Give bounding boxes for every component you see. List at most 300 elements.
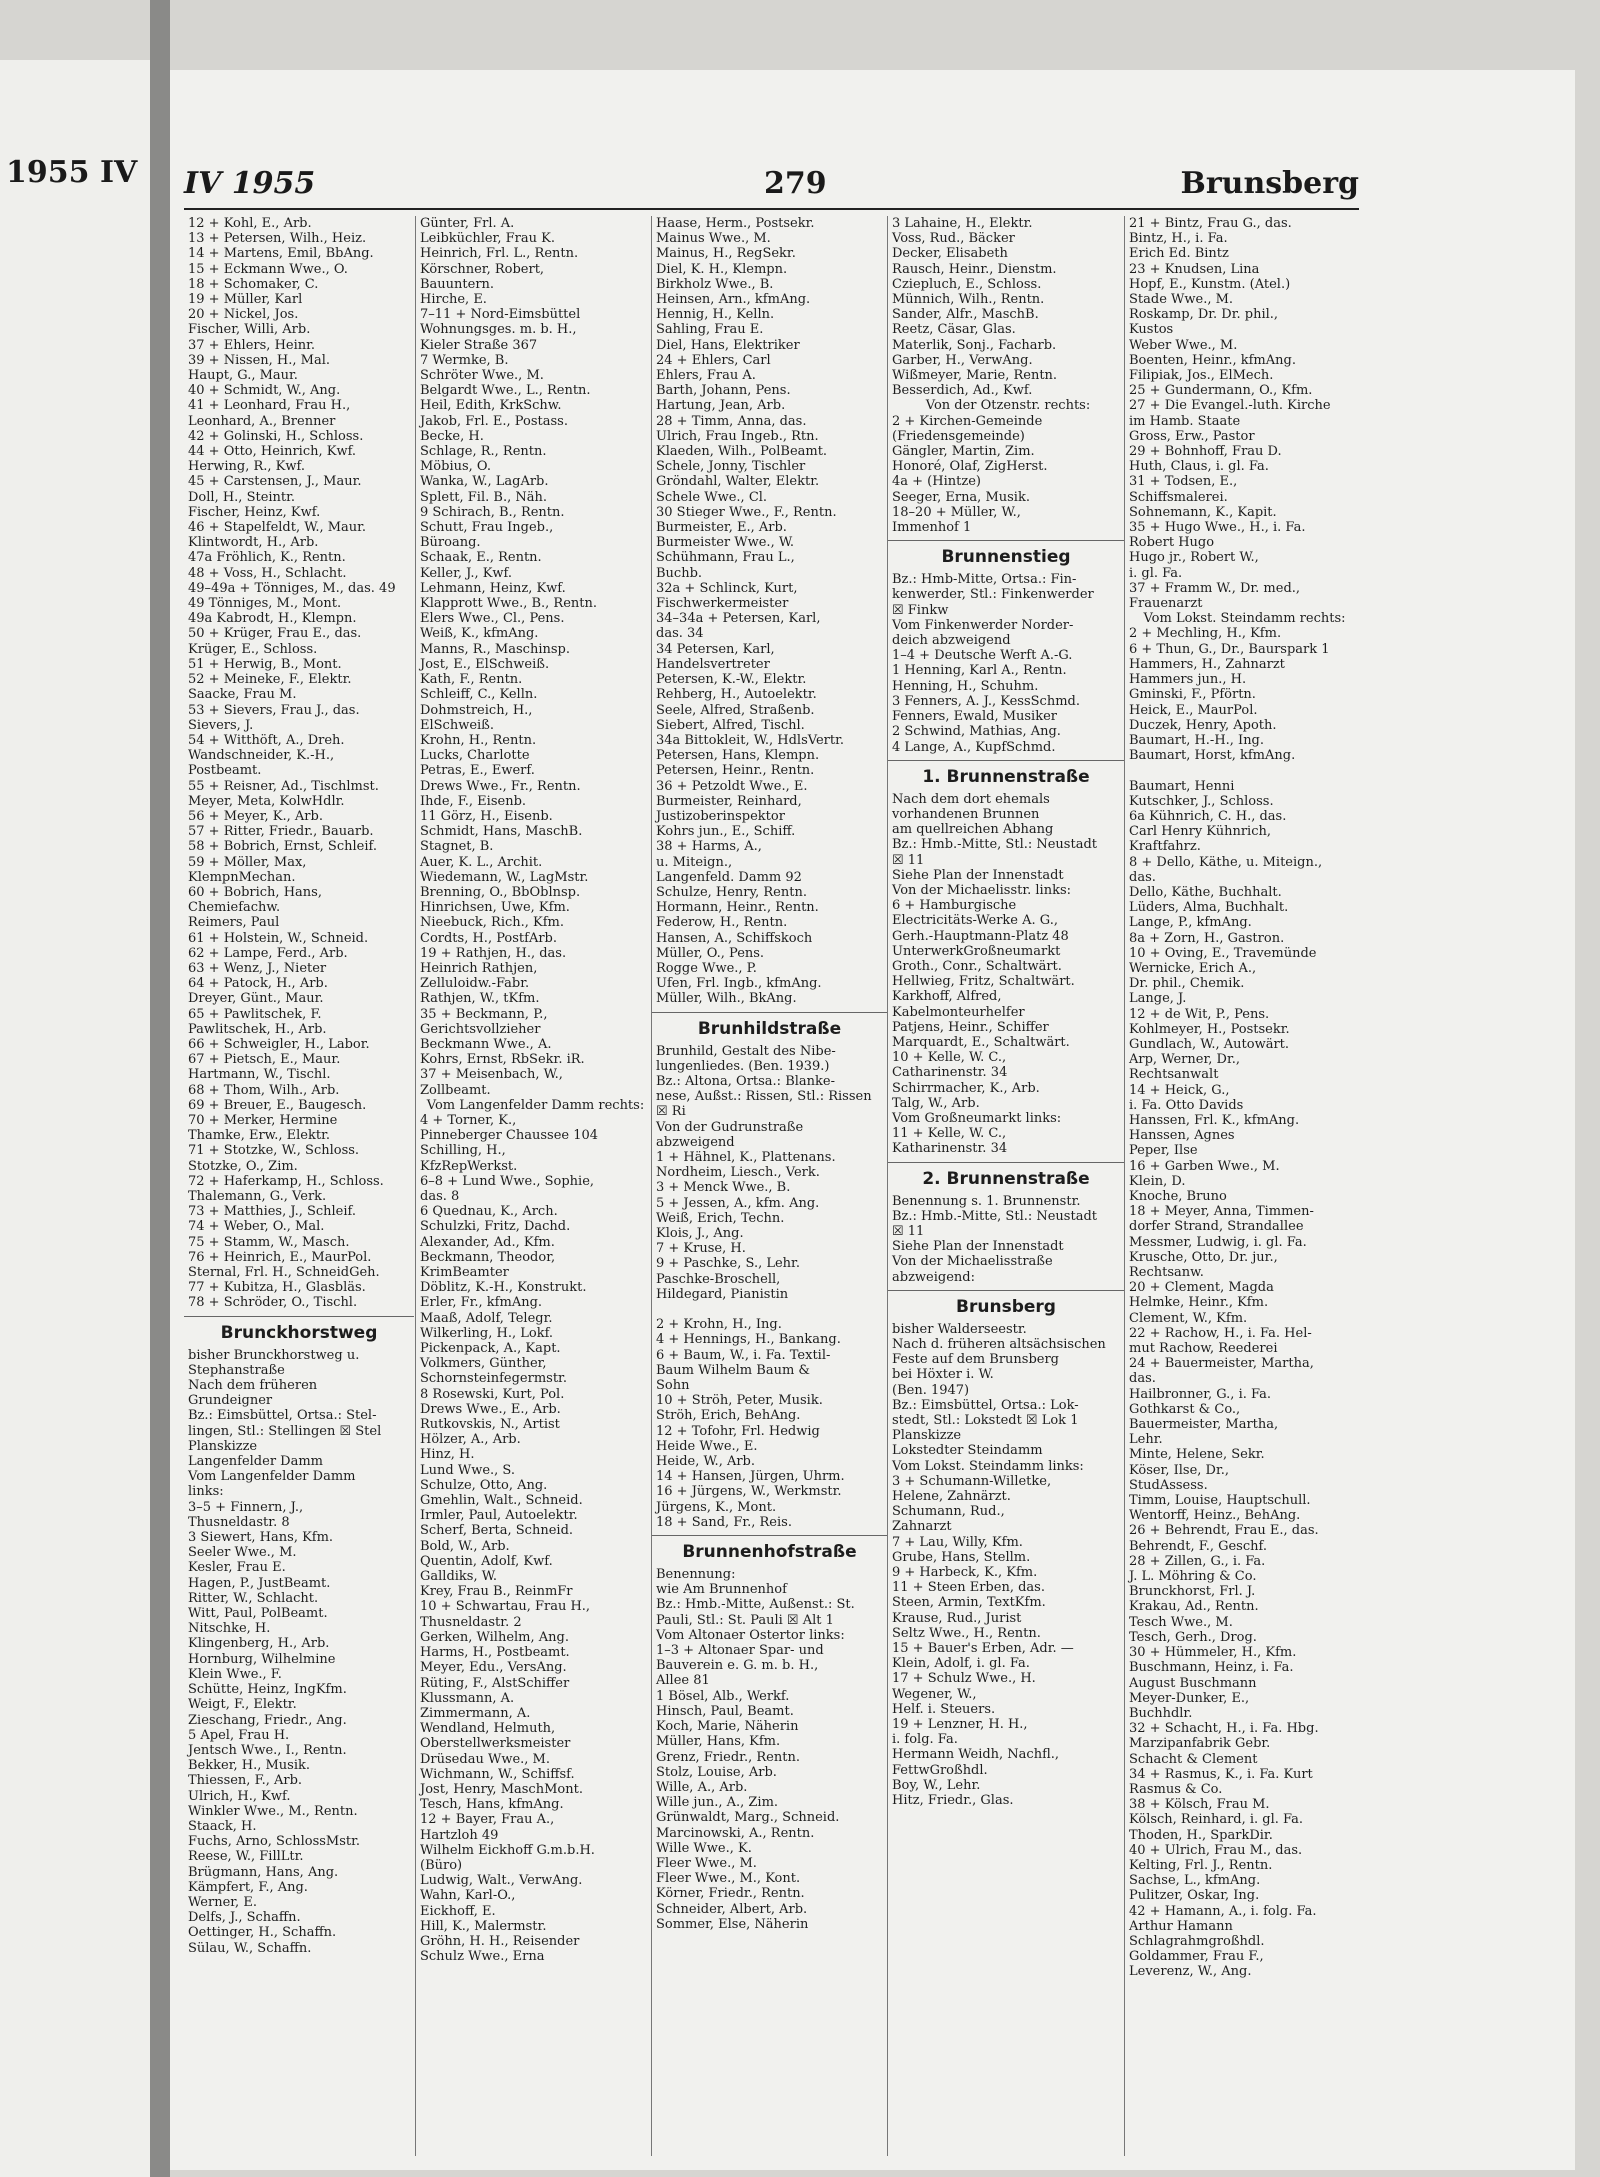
directory-entry: Thiessen, F., Arb.	[188, 1773, 303, 1789]
directory-entry: Wilhelm Eickhoff G.m.b.H.	[420, 1842, 595, 1858]
directory-entry: Körner, Friedr., Rentn.	[656, 1886, 805, 1902]
column-4	[887, 216, 1124, 2156]
directory-entry: Schiffsmalerei.	[1129, 489, 1228, 505]
directory-entry: Sahling, Frau E.	[656, 322, 764, 338]
directory-entry: Schirrmacher, K., Arb.	[892, 1080, 1040, 1096]
directory-entry: Marquardt, E., Schaltwärt.	[892, 1034, 1070, 1050]
directory-entry: 58 + Bobrich, Ernst, Schleif.	[188, 839, 377, 855]
directory-entry: 36 + Petzoldt Wwe., E.	[656, 778, 808, 794]
directory-entry: 5 Apel, Frau H.	[188, 1727, 290, 1743]
directory-entry: Krohn, H., Rentn.	[420, 732, 537, 748]
directory-entry: 49–49a + Tönniges, M., das. 49	[188, 580, 396, 596]
directory-entry: 5 + Jessen, A., kfm. Ang.	[656, 1195, 820, 1211]
directory-entry: Kraftfahrz.	[1129, 839, 1201, 855]
directory-entry: 38 + Harms, A.,	[656, 839, 762, 855]
directory-entry: Krakau, Ad., Rentn.	[1129, 1599, 1259, 1615]
directory-entry: Duczek, Henry, Apoth.	[1129, 717, 1277, 733]
directory-entry: Huth, Claus, i. gl. Fa.	[1129, 459, 1269, 475]
directory-entry: 4 Lange, A., KupfSchmd.	[892, 739, 1056, 755]
directory-entry: nese, Außst.: Rissen, Stl.: Rissen	[656, 1089, 872, 1105]
directory-entry: Hinrichsen, Uwe, Kfm.	[420, 900, 570, 916]
directory-entry: 2 + Mechling, H., Kfm.	[1129, 626, 1282, 642]
directory-entry: Burmeister Wwe., W.	[656, 535, 795, 551]
directory-entry: 22 + Rachow, H., i. Fa. Hel-	[1129, 1325, 1312, 1341]
directory-entry: 73 + Matthies, J., Schleif.	[188, 1204, 357, 1220]
directory-entry: 34a Bittokleit, W., HdlsVertr.	[656, 732, 845, 748]
directory-entry: Boy, W., Lehr.	[892, 1777, 981, 1793]
street-heading: 1. Brunnenstraße	[922, 766, 1090, 787]
directory-entry: Diel, K. H., Klempn.	[656, 261, 788, 277]
directory-entry: 6a Kühnrich, C. H., das.	[1129, 808, 1287, 824]
directory-entry: u. Miteign.,	[656, 854, 733, 870]
directory-entry: Thusneldastr. 8	[188, 1514, 290, 1530]
directory-entry: Lange, P., kfmAng.	[1129, 915, 1252, 931]
directory-entry: Hellwieg, Fritz, Schaltwärt.	[892, 974, 1075, 990]
directory-entry: 71 + Stotzke, W., Schloss.	[188, 1143, 360, 1159]
directory-entry: Petras, E., Ewerf.	[420, 763, 535, 779]
directory-entry: Hennig, H., Kelln.	[656, 307, 775, 323]
directory-entry: Gröhn, H. H., Reisender	[420, 1933, 580, 1949]
directory-entry: Herwing, R., Kwf.	[188, 459, 305, 475]
directory-entry: Birkholz Wwe., B.	[656, 276, 774, 292]
directory-entry: 55 + Reisner, Ad., Tischlmst.	[188, 778, 379, 794]
directory-entry: Drews Wwe., E., Arb.	[420, 1401, 561, 1417]
directory-entry: Goldammer, Frau F.,	[1129, 1949, 1264, 1965]
directory-entry: Maaß, Adolf, Telegr.	[420, 1310, 553, 1326]
directory-entry: 65 + Pawlitschek, F.	[188, 1006, 322, 1022]
directory-entry: Roskamp, Dr. Dr. phil.,	[1129, 307, 1279, 323]
directory-entry: Kohrs jun., E., Schiff.	[656, 824, 796, 840]
directory-entry: Siehe Plan der Innenstadt	[892, 1239, 1064, 1255]
directory-entry: Petersen, Heinr., Rentn.	[656, 763, 815, 779]
directory-entry: Wohnungsges. m. b. H.,	[420, 322, 577, 338]
directory-entry: UnterwerkGroßneumarkt	[892, 943, 1061, 959]
directory-entry: Saacke, Frau M.	[188, 687, 297, 703]
directory-entry: FettwGroßhdl.	[892, 1762, 988, 1778]
directory-entry: (Friedensgemeinde)	[892, 428, 1025, 444]
directory-entry: 25 + Gundermann, O., Kfm.	[1129, 383, 1313, 399]
directory-entry: Zieschang, Friedr., Ang.	[188, 1712, 347, 1728]
directory-entry: Schulzki, Fritz, Dachd.	[420, 1219, 571, 1235]
directory-entry: Gminski, F., Pförtn.	[1129, 687, 1256, 703]
directory-entry: Ludwig, Walt., VerwAng.	[420, 1873, 583, 1889]
directory-entry: Dello, Käthe, Buchhalt.	[1129, 884, 1282, 900]
directory-entry: Schlagrahmgroßhdl.	[1129, 1933, 1265, 1949]
directory-entry: 11 Görz, H., Eisenb.	[420, 808, 553, 824]
directory-entry: Kohrs, Ernst, RbSekr. iR.	[420, 1052, 585, 1068]
directory-entry: Hopf, E., Kunstm. (Atel.)	[1129, 276, 1291, 292]
directory-entry: Hammers jun., H.	[1129, 672, 1247, 688]
directory-entry: 3 Siewert, Hans, Kfm.	[188, 1530, 334, 1546]
directory-entry: 41 + Leonhard, Frau H.,	[188, 398, 351, 414]
directory-entry: KlempnMechan.	[188, 869, 296, 885]
street-heading: Brunckhorstweg	[220, 1322, 378, 1343]
directory-entry: Heil, Edith, KrkSchw.	[420, 398, 562, 414]
directory-entry: Von der Gudrunstraße	[656, 1119, 804, 1135]
directory-entry: Bauverein e. G. m. b. H.,	[656, 1658, 819, 1674]
directory-entry: Eickhoff, E.	[420, 1903, 496, 1919]
directory-entry: ☒ Ri	[656, 1104, 686, 1120]
section-heading: Von der Otzenstr. rechts:	[925, 398, 1091, 414]
directory-entry: Erich Ed. Bintz	[1129, 246, 1229, 262]
directory-entry: Dohmstreich, H.,	[420, 702, 533, 718]
directory-entry: Steen, Armin, TextKfm.	[892, 1595, 1046, 1611]
directory-entry: Kelting, Frl. J., Rentn.	[1129, 1857, 1273, 1873]
directory-entry: Hailbronner, G., i. Fa.	[1129, 1386, 1272, 1402]
directory-entry: Reetz, Cäsar, Glas.	[892, 322, 1016, 338]
directory-entry: Planskizze	[188, 1438, 258, 1454]
directory-entry: Fleer Wwe., M., Kont.	[656, 1871, 801, 1887]
directory-entry: 31 + Todsen, E.,	[1129, 474, 1238, 490]
directory-entry: das. 8	[420, 1189, 460, 1204]
directory-entry: Münnich, Wilh., Rentn.	[892, 292, 1045, 308]
directory-entry: Hill, K., Malermstr.	[420, 1918, 547, 1934]
directory-entry: Doll, H., Steintr.	[188, 489, 296, 505]
directory-entry: Boenten, Heinr., kfmAng.	[1129, 352, 1296, 368]
directory-entry: Hanssen, Agnes	[1129, 1128, 1235, 1144]
directory-entry: 1–4 + Deutsche Werft A.-G.	[892, 648, 1073, 664]
directory-entry: Erler, Fr., kfmAng.	[420, 1295, 543, 1311]
directory-entry: Reimers, Paul	[188, 915, 280, 931]
directory-entry: Baumart, H.-H., Ing.	[1129, 732, 1265, 748]
directory-entry: Gross, Erw., Pastor	[1129, 428, 1255, 444]
directory-entry: Nach dem früheren	[188, 1378, 318, 1394]
directory-entry: Brunhild, Gestalt des Nibe-	[656, 1043, 836, 1059]
directory-entry: 2 + Kirchen-Gemeinde	[892, 413, 1043, 429]
directory-entry: Schühmann, Frau L.,	[656, 550, 795, 566]
directory-entry: Cziepluch, E., Schloss.	[892, 276, 1042, 292]
directory-entry: Planskizze	[892, 1428, 962, 1444]
directory-entry: 30 + Hümmeler, H., Kfm.	[1129, 1645, 1297, 1661]
directory-entry: Honoré, Olaf, ZigHerst.	[892, 459, 1048, 475]
directory-entry: Vom Großneumarkt links:	[892, 1110, 1062, 1126]
directory-entry: 24 + Bauermeister, Martha,	[1129, 1356, 1314, 1372]
directory-entry: Rausch, Heinr., Dienstm.	[892, 261, 1057, 277]
directory-entry: Sohn	[656, 1378, 690, 1394]
directory-entry: Möbius, O.	[420, 459, 491, 475]
directory-entry: stedt, Stl.: Lokstedt ☒ Lok 1	[892, 1413, 1079, 1429]
directory-entry: 14 + Martens, Emil, BbAng.	[188, 246, 374, 262]
directory-entry: Bz.: Altona, Ortsa.: Blanke-	[656, 1073, 835, 1089]
directory-entry: Sternal, Frl. H., SchneidGeh.	[188, 1265, 380, 1281]
directory-entry: Krusche, Otto, Dr. jur.,	[1129, 1249, 1278, 1265]
directory-entry: Gerh.-Hauptmann-Platz 48	[892, 928, 1069, 944]
directory-entry: 67 + Pietsch, E., Maur.	[188, 1052, 341, 1068]
directory-entry: Pawlitschek, H., Arb.	[188, 1021, 327, 1037]
directory-entry: Schutt, Frau Ingeb.,	[420, 520, 554, 536]
directory-entry: Hartmann, W., Tischl.	[188, 1067, 331, 1083]
directory-entry: 34 Petersen, Karl,	[656, 641, 775, 657]
directory-entry: Oettinger, H., Schaffn.	[188, 1925, 337, 1941]
directory-entry: Schele, Jonny, Tischler	[656, 459, 806, 475]
directory-entry: Petersen, K.-W., Elektr.	[656, 672, 807, 688]
directory-entry: 4a + (Hintze)	[892, 474, 981, 490]
directory-entry: Fenners, Ewald, Musiker	[892, 709, 1058, 725]
directory-entry: 37 + Framm W., Dr. med.,	[1129, 580, 1301, 596]
directory-entry: Schele Wwe., Cl.	[656, 489, 768, 505]
directory-entry: Drüsedau Wwe., M.	[420, 1751, 550, 1767]
street-heading: Brunnenhofstraße	[682, 1542, 857, 1563]
directory-entry: 6 + Baum, W., i. Fa. Textil-	[656, 1347, 831, 1363]
directory-entry: Schleiff, C., Kelln.	[420, 687, 538, 703]
directory-entry: 49 Tönniges, M., Mont.	[188, 596, 342, 612]
directory-entry: Nitschke, H.	[188, 1621, 271, 1637]
directory-entry: Büroang.	[420, 535, 481, 551]
directory-entry: Schulze, Otto, Ang.	[420, 1477, 548, 1493]
directory-entry: Benennung s. 1. Brunnenstr.	[892, 1193, 1081, 1209]
directory-entry: 8 Rosewski, Kurt, Pol.	[420, 1386, 565, 1402]
directory-entry: Gmehlin, Walt., Schneid.	[420, 1493, 583, 1509]
directory-entry: 46 + Stapelfeldt, W., Maur.	[188, 520, 367, 536]
directory-entry: 8 + Dello, Käthe, u. Miteign.,	[1129, 854, 1323, 870]
directory-entry: Haase, Herm., Postsekr.	[656, 216, 815, 231]
directory-entry: 13 + Petersen, Wilh., Heiz.	[188, 231, 367, 247]
street-heading: Brunhildstraße	[697, 1018, 842, 1039]
directory-entry: Karkhoff, Alfred,	[892, 989, 1002, 1005]
previous-page-fragment	[0, 60, 153, 2177]
directory-entry: Kämpfert, F., Ang.	[188, 1879, 308, 1895]
directory-entry: Hermann Weidh, Nachfl.,	[892, 1747, 1060, 1763]
directory-entry: Müller, Wilh., BkAng.	[656, 991, 797, 1007]
page-number: 279	[764, 166, 827, 201]
directory-entry: Baumart, Henni	[1129, 778, 1235, 794]
directory-entry: 18–20 + Müller, W.,	[892, 504, 1021, 520]
directory-entry: Klingenberg, H., Arb.	[188, 1636, 330, 1652]
directory-entry: Nieebuck, Rich., Kfm.	[420, 915, 565, 931]
directory-entry: Schilling, H.,	[420, 1143, 506, 1159]
directory-entry: Scherf, Berta, Schneid.	[420, 1523, 574, 1539]
directory-entry: August Buschmann	[1129, 1675, 1257, 1691]
directory-entry: Thusneldastr. 2	[420, 1614, 522, 1630]
street-heading: Brunnenstieg	[941, 547, 1071, 568]
directory-entry: Nach dem dort ehemals	[892, 791, 1050, 807]
directory-entry: im Hamb. Staate	[1129, 413, 1241, 429]
directory-entry: 23 + Knudsen, Lina	[1129, 261, 1260, 277]
directory-entry: Nordheim, Liesch., Verk.	[656, 1165, 820, 1181]
directory-entry: Clement, W., Kfm.	[1129, 1310, 1248, 1326]
directory-entry: Weiß, Erich, Techn.	[656, 1210, 785, 1226]
directory-entry: 1–3 + Altonaer Spar- und	[656, 1643, 824, 1659]
directory-entry: Pickenpack, A., Kapt.	[420, 1341, 561, 1357]
directory-entry	[652, 1302, 887, 1317]
directory-entry: Burmeister, Reinhard,	[656, 793, 802, 809]
directory-entry: Wegener, W.,	[892, 1686, 977, 1702]
directory-entry: 18 + Schomaker, C.	[188, 276, 319, 292]
directory-entry: Bauuntern.	[420, 276, 495, 292]
directory-entry: 34 + Rasmus, K., i. Fa. Kurt	[1129, 1766, 1313, 1782]
directory-entry: 39 + Nissen, H., Mal.	[188, 352, 330, 368]
directory-entry: KfzRepWerkst.	[420, 1158, 518, 1174]
directory-entry: Kesler, Frau E.	[188, 1560, 286, 1576]
directory-entry: 35 + Beckmann, P.,	[420, 1006, 548, 1022]
directory-entry: Helene, Zahnärzt.	[892, 1489, 1011, 1505]
directory-entry: Heick, E., MaurPol.	[1129, 702, 1258, 718]
directory-entry: 7–11 + Nord-Eimsbüttel	[420, 307, 581, 323]
directory-entry: Kutschker, J., Schloss.	[1129, 793, 1274, 809]
directory-page	[170, 70, 1575, 2170]
directory-entry: 10 + Schwartau, Frau H.,	[420, 1599, 591, 1615]
directory-entry: Auer, K. L., Archit.	[420, 854, 543, 870]
directory-entry: Schacht & Clement	[1129, 1751, 1258, 1767]
directory-entry: Jost, E., ElSchweiß.	[420, 656, 550, 672]
directory-entry: Sander, Alfr., MaschB.	[892, 307, 1039, 323]
directory-entry: Vom Altonaer Ostertor links:	[656, 1627, 845, 1643]
directory-entry: bisher Walderseestr.	[892, 1321, 1027, 1337]
directory-entry: 48 + Voss, H., Schlacht.	[188, 565, 347, 581]
directory-entry: Beckmann Wwe., A.	[420, 1036, 552, 1052]
directory-entry: Ufen, Frl. Ingb., kfmAng.	[656, 976, 822, 992]
directory-entry: Zahnarzt	[892, 1519, 952, 1535]
section-heading: Vom Langenfelder Damm rechts:	[426, 1097, 645, 1113]
directory-entry: Seltz Wwe., H., Rentn.	[892, 1625, 1041, 1641]
directory-entry: 49a Kabrodt, H., Klempn.	[188, 611, 357, 627]
directory-entry: Baumart, Horst, kfmAng.	[1129, 748, 1296, 764]
directory-entry: Bz.: Hmb.-Mitte, Stl.: Neustadt	[892, 837, 1097, 853]
directory-entry: Wernicke, Erich A.,	[1129, 960, 1257, 976]
directory-entry: Krause, Rud., Jurist	[892, 1610, 1022, 1626]
directory-entry: Federow, H., Rentn.	[656, 915, 788, 931]
directory-entry: Gängler, Martin, Zim.	[892, 444, 1035, 460]
directory-entry: Günter, Frl. A.	[420, 216, 515, 231]
directory-entry: Wendland, Helmuth,	[420, 1721, 556, 1737]
directory-entry: Buchb.	[656, 565, 703, 581]
directory-entry: Jentsch Wwe., I., Rentn.	[188, 1742, 347, 1758]
directory-entry: Cordts, H., PostfArb.	[420, 930, 558, 946]
directory-entry: 42 + Hamann, A., i. folg. Fa.	[1129, 1903, 1317, 1919]
directory-entry: (Ben. 1947)	[892, 1382, 970, 1398]
directory-entry: lungenliedes. (Ben. 1939.)	[656, 1058, 830, 1074]
directory-entry: Hitz, Friedr., Glas.	[892, 1793, 1014, 1809]
directory-entry: 9 Schirach, B., Rentn.	[420, 504, 565, 520]
directory-entry: bisher Brunckhorstweg u.	[188, 1347, 360, 1363]
directory-entry: Knoche, Bruno	[1129, 1189, 1227, 1204]
directory-entry: Ihde, F., Eisenb.	[420, 793, 527, 809]
directory-entry: Feste auf dem Brunsberg	[892, 1352, 1060, 1368]
directory-entry: Groth., Conr., Schaltwärt.	[892, 958, 1062, 974]
directory-entry: 15 + Eckmann Wwe., O.	[188, 261, 348, 277]
directory-entry: Krüger, E., Schloss.	[188, 641, 318, 657]
directory-entry: Mainus, H., RegSekr.	[656, 246, 796, 262]
directory-entry: links:	[188, 1484, 224, 1500]
directory-entry: Hartung, Jean, Arb.	[656, 398, 786, 414]
directory-entry: 44 + Otto, Heinrich, Kwf.	[188, 444, 357, 460]
directory-entry: 9 + Harbeck, K., Kfm.	[892, 1565, 1038, 1581]
column-3	[651, 216, 887, 2156]
directory-entry: 11 + Kelle, W. C.,	[892, 1126, 1007, 1142]
directory-entry: Sommer, Else, Näherin	[656, 1916, 809, 1932]
directory-entry: Klois, J., Ang.	[656, 1226, 744, 1241]
section-divider	[184, 1316, 414, 1317]
directory-entry: Grundeigner	[188, 1393, 273, 1409]
directory-entry: Handelsvertreter	[656, 656, 770, 672]
directory-entry: 37 + Meisenbach, W.,	[420, 1067, 563, 1083]
directory-entry: Heide Wwe., E.	[656, 1438, 758, 1454]
directory-entry: Heide, W., Arb.	[656, 1454, 756, 1470]
directory-entry: 20 + Nickel, Jos.	[188, 307, 299, 323]
directory-entry: Marcinowski, A., Rentn.	[656, 1825, 815, 1841]
directory-entry: Elers Wwe., Cl., Pens.	[420, 611, 565, 627]
directory-entry: 16 + Jürgens, W., Werkmstr.	[656, 1484, 842, 1500]
directory-entry: das. 34	[656, 626, 704, 642]
directory-entry: 40 + Schmidt, W., Ang.	[188, 383, 341, 399]
page-header	[184, 166, 1359, 202]
directory-entry: 76 + Heinrich, E., MaurPol.	[188, 1249, 372, 1265]
directory-entry: 53 + Sievers, Frau J., das.	[188, 702, 360, 718]
directory-entry: Barth, Johann, Pens.	[656, 383, 791, 399]
directory-entry: Weigt, F., Elektr.	[188, 1697, 297, 1713]
directory-entry: Langenfelder Damm	[188, 1454, 323, 1470]
directory-entry: Stade Wwe., M.	[1129, 292, 1234, 308]
directory-entry: Hammers, H., Zahnarzt	[1129, 656, 1285, 672]
directory-entry: Timm, Louise, Hauptschull.	[1129, 1493, 1311, 1509]
directory-entry: Vom Finkenwerder Norder-	[892, 617, 1074, 633]
directory-entry: Grube, Hans, Stellm.	[892, 1549, 1031, 1565]
header-right: Brunsberg	[1180, 166, 1359, 201]
directory-entry: Ulrich, H., Kwf.	[188, 1788, 291, 1804]
directory-entry: 68 + Thom, Wilh., Arb.	[188, 1082, 340, 1098]
directory-entry: ☒ Finkw	[892, 602, 949, 618]
directory-entry: ☒ 11	[892, 1223, 925, 1239]
directory-entry: 7 + Lau, Willy, Kfm.	[892, 1534, 1023, 1550]
directory-entry: Wiedemann, W., LagMstr.	[420, 869, 589, 885]
directory-entry: 6 Quednau, K., Arch.	[420, 1204, 558, 1220]
directory-entry: Oberstellwerksmeister	[420, 1736, 571, 1752]
directory-entry: Benennung:	[656, 1567, 736, 1583]
directory-entry: Patjens, Heinr., Schiffer	[892, 1019, 1049, 1035]
directory-entry: kenwerder, Stl.: Finkenwerder	[892, 587, 1094, 603]
directory-entry: 6–8 + Lund Wwe., Sophie,	[420, 1173, 595, 1189]
directory-entry: 19 + Müller, Karl	[188, 292, 303, 308]
directory-entry: Lüders, Alma, Buchhalt.	[1129, 900, 1289, 916]
directory-entry: 60 + Bobrich, Hans,	[188, 884, 322, 900]
directory-entry: 3–5 + Finnern, J.,	[188, 1499, 304, 1515]
directory-entry: Gerken, Wilhelm, Ang.	[420, 1629, 569, 1645]
directory-entry: Weiß, K., kfmAng.	[420, 626, 539, 642]
directory-entry: Müller, Hans, Kfm.	[656, 1734, 781, 1750]
directory-entry: 2 + Krohn, H., Ing.	[656, 1317, 782, 1333]
directory-entry: Wille jun., A., Zim.	[656, 1795, 779, 1811]
directory-entry: Petersen, Hans, Klempn.	[656, 748, 820, 764]
directory-entry: Frauenarzt	[1129, 596, 1203, 612]
directory-entry: Burmeister, E., Arb.	[656, 520, 787, 536]
directory-entry: 18 + Sand, Fr., Reis.	[656, 1514, 792, 1530]
directory-entry: 17 + Schulz Wwe., H.	[892, 1671, 1036, 1687]
directory-entry: Siehe Plan der Innenstadt	[892, 867, 1064, 883]
directory-entry: 29 + Bohnhoff, Frau D.	[1129, 444, 1282, 460]
directory-entry: Wilkerling, H., Lokf.	[420, 1325, 554, 1341]
directory-entry: Lund Wwe., S.	[420, 1462, 515, 1478]
directory-entry: Tesch Wwe., M.	[1129, 1614, 1233, 1630]
directory-entry: Peper, Ilse	[1129, 1143, 1198, 1159]
directory-entry: Besserdich, Ad., Kwf.	[892, 383, 1033, 399]
book-gutter	[150, 0, 170, 2177]
directory-entry: 4 + Torner, K.,	[420, 1112, 517, 1128]
directory-entry: 37 + Ehlers, Heinr.	[188, 337, 316, 353]
directory-entry: Klintwordt, H., Arb.	[188, 535, 319, 551]
directory-entry: Bz.: Hmb.-Mitte, Außenst.: St.	[656, 1597, 855, 1613]
directory-entry: Schlage, R., Rentn.	[420, 444, 547, 460]
directory-entry: Wichmann, W., Schiffsf.	[420, 1766, 575, 1782]
directory-entry: Lokstedter Steindamm	[892, 1443, 1043, 1459]
directory-entry: Arthur Hamann	[1129, 1918, 1233, 1934]
directory-entry: 3 Fenners, A. J., KessSchmd.	[892, 693, 1080, 709]
header-left: IV 1955	[184, 166, 316, 201]
directory-entry: Lehmann, Heinz, Kwf.	[420, 580, 566, 596]
directory-entry: Hugo jr., Robert W.,	[1129, 550, 1259, 566]
directory-entry: 11 + Steen Erben, das.	[892, 1580, 1045, 1596]
directory-entry: Bz.: Hmb-Mitte, Ortsa.: Fin-	[892, 572, 1077, 588]
directory-entry: Thamke, Erw., Elektr.	[188, 1128, 331, 1144]
